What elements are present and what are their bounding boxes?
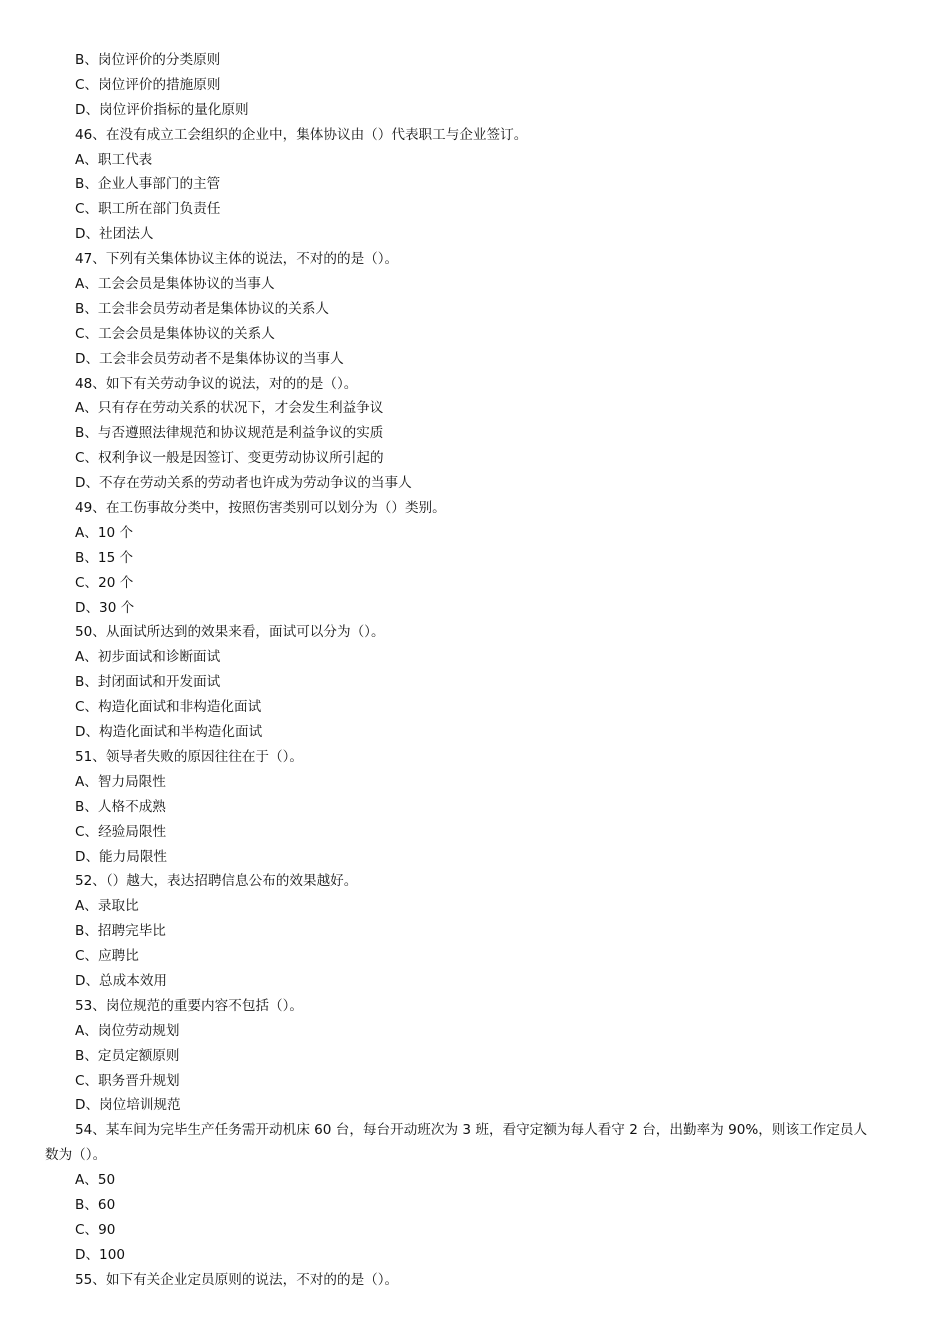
text-line [0, 322, 950, 347]
text-line [0, 1168, 950, 1193]
text-line [0, 372, 950, 397]
text-line [0, 446, 950, 471]
text-line [0, 820, 950, 845]
text-line [0, 645, 950, 670]
text-line-content: A、岗位劳动规划 [75, 1022, 180, 1039]
text-line [0, 73, 950, 98]
text-line [0, 1193, 950, 1218]
text-line [0, 1093, 950, 1118]
text-line-content: B、招聘完毕比 [75, 923, 166, 940]
text-line-content: B、企业人事部门的主管 [75, 176, 221, 193]
text-line-content: B、与否遵照法律规范和协议规范是利益争议的实质 [75, 425, 384, 442]
text-line [0, 620, 950, 645]
text-line [0, 496, 950, 521]
text-line [0, 148, 950, 173]
text-line [0, 969, 950, 994]
text-line [0, 571, 950, 596]
text-line [0, 670, 950, 695]
text-line-content: C、90 [75, 1221, 116, 1238]
text-line-content: 55、如下有关企业定员原则的说法，不对的的是（）。 [75, 1271, 399, 1288]
text-line [0, 421, 950, 446]
text-line-content: D、30 个 [75, 599, 135, 616]
text-line-content: C、职工所在部门负责任 [75, 201, 221, 218]
text-line-content: C、权利争议一般是因签订、变更劳动协议所引起的 [75, 450, 384, 467]
text-line [0, 1143, 950, 1168]
text-line-content: A、初步面试和诊断面试 [75, 649, 221, 666]
text-line-content: 50、从面试所达到的效果来看，面试可以分为（）。 [75, 624, 385, 641]
text-line [0, 770, 950, 795]
text-line [0, 869, 950, 894]
text-line [0, 1044, 950, 1069]
text-line-content: B、工会非会员劳动者是集体协议的关系人 [75, 300, 330, 317]
question-list [0, 48, 950, 1293]
text-line [0, 695, 950, 720]
text-line-content: D、不存在劳动关系的劳动者也许成为劳动争议的当事人 [75, 475, 412, 492]
text-line-content: 47、下列有关集体协议主体的说法，不对的的是（）。 [75, 251, 399, 268]
text-line-content: A、职工代表 [75, 151, 153, 168]
text-line-content: 54、某车间为完毕生产任务需开动机床 60 台，每台开动班次为 3 班，看守定额为每人看守 2 台，出勤率为 90%，则该工作定员人 [75, 1122, 868, 1139]
text-line-content: C、工会会员是集体协议的关系人 [75, 325, 275, 342]
text-line [0, 396, 950, 421]
text-line-content: B、封闭面试和开发面试 [75, 674, 221, 691]
text-line [0, 994, 950, 1019]
text-line [0, 745, 950, 770]
text-line-content: B、人格不成熟 [75, 798, 166, 815]
text-line [0, 894, 950, 919]
text-line [0, 123, 950, 148]
text-line [0, 297, 950, 322]
text-line [0, 1019, 950, 1044]
text-line [0, 247, 950, 272]
text-line [0, 347, 950, 372]
text-line-content: A、录取比 [75, 898, 139, 915]
text-line-content: D、总成本效用 [75, 972, 168, 989]
text-line [0, 1268, 950, 1293]
text-line-content: 53、岗位规范的重要内容不包括（）。 [75, 997, 303, 1014]
text-line [0, 471, 950, 496]
text-line [0, 98, 950, 123]
text-line [0, 845, 950, 870]
text-line-content: C、构造化面试和非构造化面试 [75, 699, 262, 716]
text-line [0, 720, 950, 745]
text-line [0, 944, 950, 969]
text-line-content: D、岗位培训规范 [75, 1097, 181, 1114]
text-line [0, 919, 950, 944]
text-line [0, 48, 950, 73]
text-line [0, 222, 950, 247]
text-line-content: A、10 个 [75, 524, 134, 541]
text-line-content: B、60 [75, 1196, 116, 1213]
text-line [0, 795, 950, 820]
text-line-content: A、只有存在劳动关系的状况下，才会发生利益争议 [75, 400, 384, 417]
text-line-content: D、社团法人 [75, 226, 154, 243]
text-line [0, 596, 950, 621]
text-line-content: C、20 个 [75, 574, 134, 591]
text-line [0, 197, 950, 222]
text-line [0, 1118, 950, 1143]
text-line-content: D、构造化面试和半构造化面试 [75, 724, 263, 741]
text-line-content: C、岗位评价的措施原则 [75, 76, 221, 93]
text-line [0, 546, 950, 571]
text-line-content: 数为（）。 [45, 1147, 107, 1164]
text-line-content: C、职务晋升规划 [75, 1072, 180, 1089]
text-line-content: B、岗位评价的分类原则 [75, 52, 221, 68]
text-line-content: A、工会会员是集体协议的当事人 [75, 276, 275, 293]
text-line-content: C、应聘比 [75, 948, 139, 965]
text-line-content: 49、在工伤事故分类中，按照伤害类别可以划分为（）类别。 [75, 500, 446, 517]
text-line-content: A、50 [75, 1172, 116, 1189]
text-line-content: D、岗位评价指标的量化原则 [75, 101, 249, 118]
text-line-content: C、经验局限性 [75, 823, 167, 840]
text-line [0, 1243, 950, 1268]
text-line [0, 521, 950, 546]
text-line-content: 46、在没有成立工会组织的企业中，集体协议由（）代表职工与企业签订。 [75, 126, 528, 143]
text-line [0, 272, 950, 297]
text-line-content: A、智力局限性 [75, 773, 166, 790]
text-line-content: D、100 [75, 1246, 126, 1263]
text-line-content: 48、如下有关劳动争议的说法，对的的是（）。 [75, 375, 358, 392]
text-line-content: B、15 个 [75, 549, 134, 566]
text-line-content: 52、（）越大，表达招聘信息公布的效果越好。 [75, 873, 358, 890]
text-line-content: B、定员定额原则 [75, 1047, 180, 1064]
text-line [0, 1069, 950, 1094]
text-line-content: D、能力局限性 [75, 848, 168, 865]
text-line-content: 51、领导者失败的原因往往在于（）。 [75, 748, 303, 765]
text-line [0, 1218, 950, 1243]
text-line-content: D、工会非会员劳动者不是集体协议的当事人 [75, 350, 344, 367]
text-line [0, 172, 950, 197]
